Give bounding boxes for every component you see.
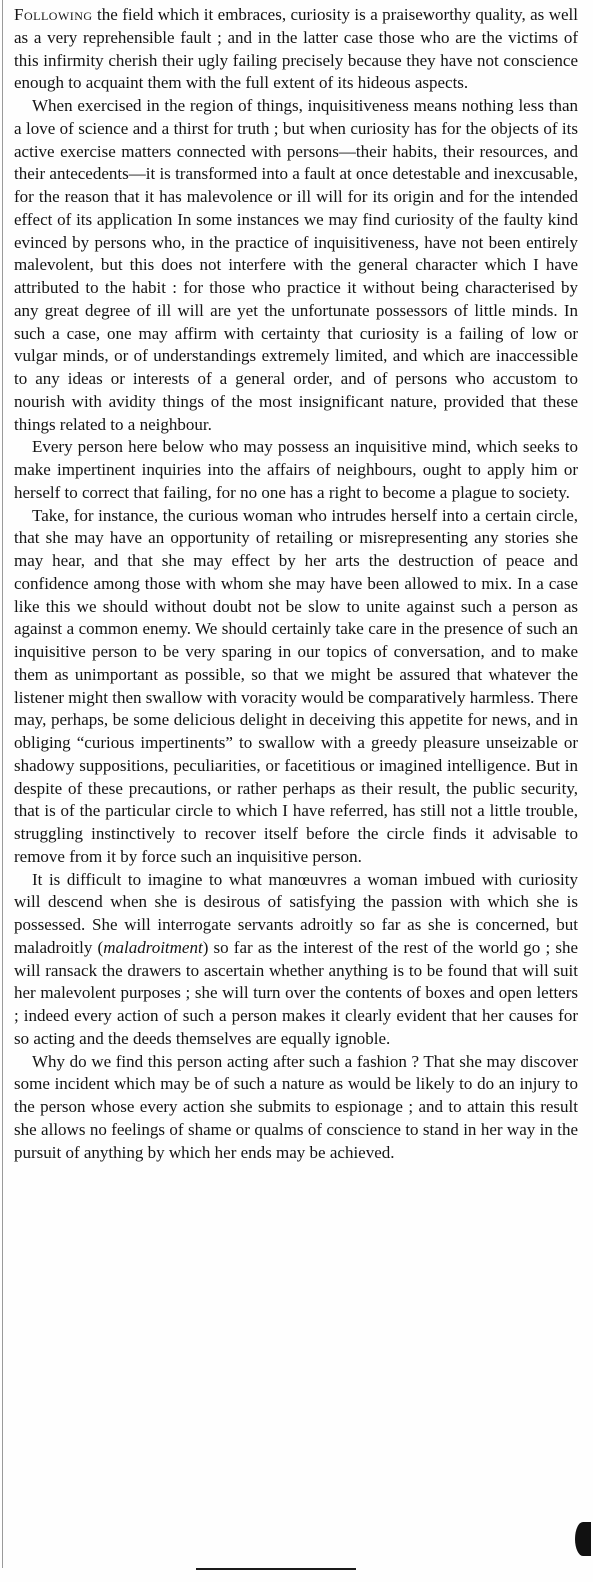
opening-word: Following <box>14 5 93 24</box>
paragraph-1 <box>14 4 578 95</box>
paragraph-6: Why do we find this person acting after such a fashion ? That she may discover some incident which may be of such a nature as would be likely to do an injury to the person whose every action she submits to espionage ; and to attain this result she allows no feelings of shame or qualms of conscience to stand in her way in the pursuit of anything by which her ends may be achieved. <box>14 1051 578 1162</box>
paragraph-3: Every person here below who may possess an inquisitive mind, which seeks to make impertinent inquiries into the affairs of neighbours, ought to apply him or herself to correct that failing, for no one has a right to become a plague to society. <box>14 437 578 502</box>
paragraph-4: Take, for instance, the curious woman who intrudes herself into a certain circle, that she may have an opportunity of retailing or misrepresenting any stories she may hear, and that she may effect by her arts the destruction of peace and confidence among those with whom she may have been allowed to mix. In a case like this we should without doubt not be slow to unite against such a person as against a common enemy. We should certainly take care in the presence of such an inquisitive person to be very sparing in our topics of conversation, and to make them as unimportant as possible, so that we might be assured that whatever the listener might then swallow with voracity would be comparatively harmless. There may, perhaps, be some delicious delight in deceiving this appetite for news, and in obliging “curious impertinents” to swallow with a greedy pleasure unseizable or shadowy suppositions, peculiarities, or facetitious or imagined intelligence. But in despite of these precautions, or rather perhaps as their result, the public security, that is of the particular circle to which I have referred, has still not a little trouble, struggling instinctively to recover itself before the circle finds it advisable to remove from it by force such an inquisitive person. <box>14 505 578 866</box>
paragraph-5 <box>14 869 578 1051</box>
paragraph-5-text-b: ) so far as the interest of the rest of the world go ; she will ransack the drawers to ascertain whether anything is to be found that will suit her malevolent purposes ; she will turn over the contents of boxes and open letters ; indeed every action of such a person makes it clearly evident that her causes for so acting and the deeds themselves are equally ignoble. <box>14 937 579 1048</box>
paragraph-5-text-a: It is difficult to imagine to what manœuvres a woman imbued with curiosity will descend when she is desirous of satisfying the passion with which she is possessed. She will interrogate servants adroitly so far as she is concerned, but maladroitly ( <box>14 869 578 957</box>
ink-blot <box>575 1522 591 1556</box>
article-column <box>14 4 578 1164</box>
paragraph-1-text: the field which it embraces, curiosity is a praiseworthy quality, as well as a very reprehensible fault ; and in the latter case those who are the victims of this infirmity cherish their ugly failing precisely because they have not conscience enough to acquaint them with the full extent of its hideous aspects. <box>14 5 578 93</box>
paragraph-2: When exercised in the region of things, inquisitiveness means nothing less than a love of science and a thirst for truth ; but when curiosity has for the objects of its active exercise matters connected with persons—their habits, their resources, and their antecedents—it is transformed into a fault at once detestable and inexcusable, for the reason that it has malevolence or ill will for its origin and for the intended effect of its application In some instances we may find curiosity of the faulty kind evinced by persons who, in the practice of inquisitiveness, have not been entirely malevolent, but this does not interfere with the general character which I have attributed to the habit : for those who practice it without being characterised by any great degree of ill will are yet the unfortunate possessors of little minds. In such a case, one may affirm with certainty that curiosity is a failing of low or vulgar minds, or of understandings extremely limited, and which are inaccessible to any ideas or interests of a general order, and of persons who accustom to nourish with avidity things of the most insignificant nature, provided that these things related to a neighbour. <box>14 96 578 434</box>
column-rule <box>2 0 3 1568</box>
end-rule <box>196 1568 356 1570</box>
french-term: maladroitment <box>103 937 203 957</box>
